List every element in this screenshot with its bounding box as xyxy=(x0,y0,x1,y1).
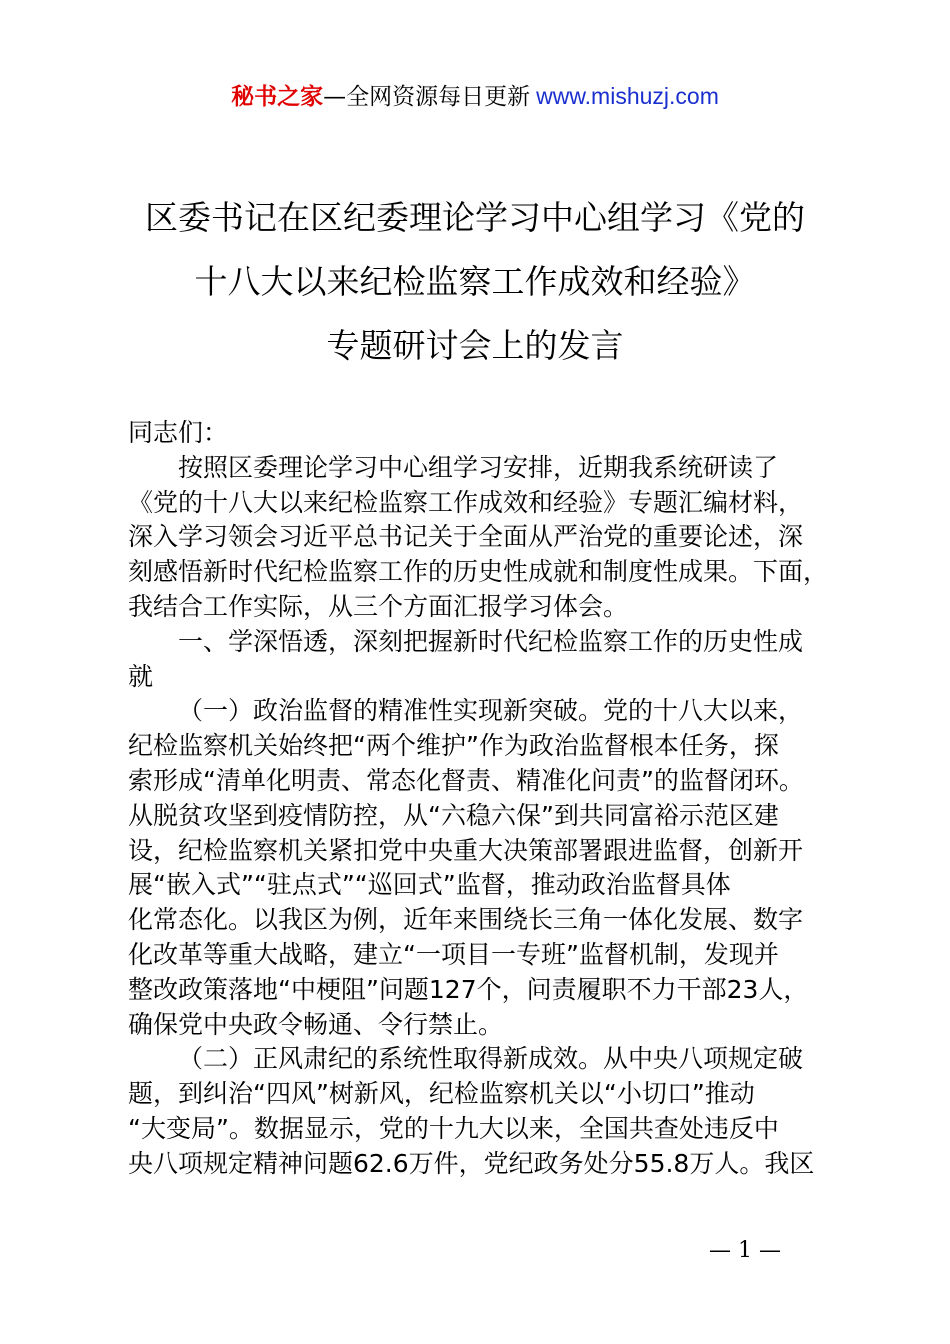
paragraph-line: 展“嵌入式”“驻点式”“巡回式”监督，推动政治监督具体 xyxy=(128,870,731,900)
paragraph-line: 从脱贫攻坚到疫情防控，从“六稳六保”到共同富裕示范区建 xyxy=(128,800,779,830)
paragraph-line: 索形成“清单化明责、常态化督责、精准化问责”的监督闭环。 xyxy=(128,765,804,795)
paragraph-line: “大变局”。数据显示，党的十九大以来，全国共查处违反中 xyxy=(128,1113,779,1143)
site-url[interactable]: www.mishuzj.com xyxy=(536,83,719,109)
document-body xyxy=(128,416,838,1182)
paragraph-line: （二）正风肃纪的系统性取得新成效。从中央八项规定破 xyxy=(178,1044,804,1074)
header-tagline: —全网资源每日更新 xyxy=(323,84,531,110)
brand-name: 秘书之家 xyxy=(231,84,324,110)
paragraph-line: 确保党中央政令畅通、令行禁止。 xyxy=(128,1009,504,1039)
paragraph-line: 刻感悟新时代纪检监察工作的历史性成就和制度性成果。下面， xyxy=(128,557,829,587)
paragraph-line: 化常态化。以我区为例，近年来围绕长三角一体化发展、数字 xyxy=(128,905,804,935)
title-line: 区委书记在区纪委理论学习中心组学习《党的 xyxy=(145,198,805,237)
paragraph-line: 按照区委理论学习中心组学习安排，近期我系统研读了 xyxy=(178,452,779,482)
paragraph-line: 我结合工作实际，从三个方面汇报学习体会。 xyxy=(128,591,629,621)
page-number: — 1 — xyxy=(709,1238,781,1263)
paragraph-line: 整改政策落地“中梗阻”问题127个，问责履职不力干部23人， xyxy=(128,974,809,1004)
paragraph-line: 设，纪检监察机关紧扣党中央重大决策部署跟进监督，创新开 xyxy=(128,835,804,865)
salutation: 同志们： xyxy=(128,418,229,447)
paragraph-line: （一）政治监督的精准性实现新突破。党的十八大以来， xyxy=(178,696,804,726)
paragraph-line: 题，到纠治“四风”树新风，纪检监察机关以“小切口”推动 xyxy=(128,1079,755,1109)
paragraph-line: 《党的十八大以来纪检监察工作成效和经验》专题汇编材料， xyxy=(128,487,804,517)
paragraph-line: 深入学习领会习近平总书记关于全面从严治党的重要论述，深 xyxy=(128,522,804,552)
paragraph-line: 化改革等重大战略，建立“一项目一专班”监督机制，发现并 xyxy=(128,939,779,969)
site-header xyxy=(0,80,950,113)
paragraph-line: 纪检监察机关始终把“两个维护”作为政治监督根本任务，探 xyxy=(128,731,779,761)
section-heading: 就 xyxy=(128,661,154,691)
paragraph-line: 央八项规定精神问题62.6万件，党纪政务处分55.8万人。我区 xyxy=(128,1148,815,1178)
section-heading: 一、学深悟透，深刻把握新时代纪检监察工作的历史性成 xyxy=(178,626,804,656)
title-line: 专题研讨会上的发言 xyxy=(326,326,624,365)
title-line: 十八大以来纪检监察工作成效和经验》 xyxy=(194,262,756,301)
document-title xyxy=(0,186,950,378)
